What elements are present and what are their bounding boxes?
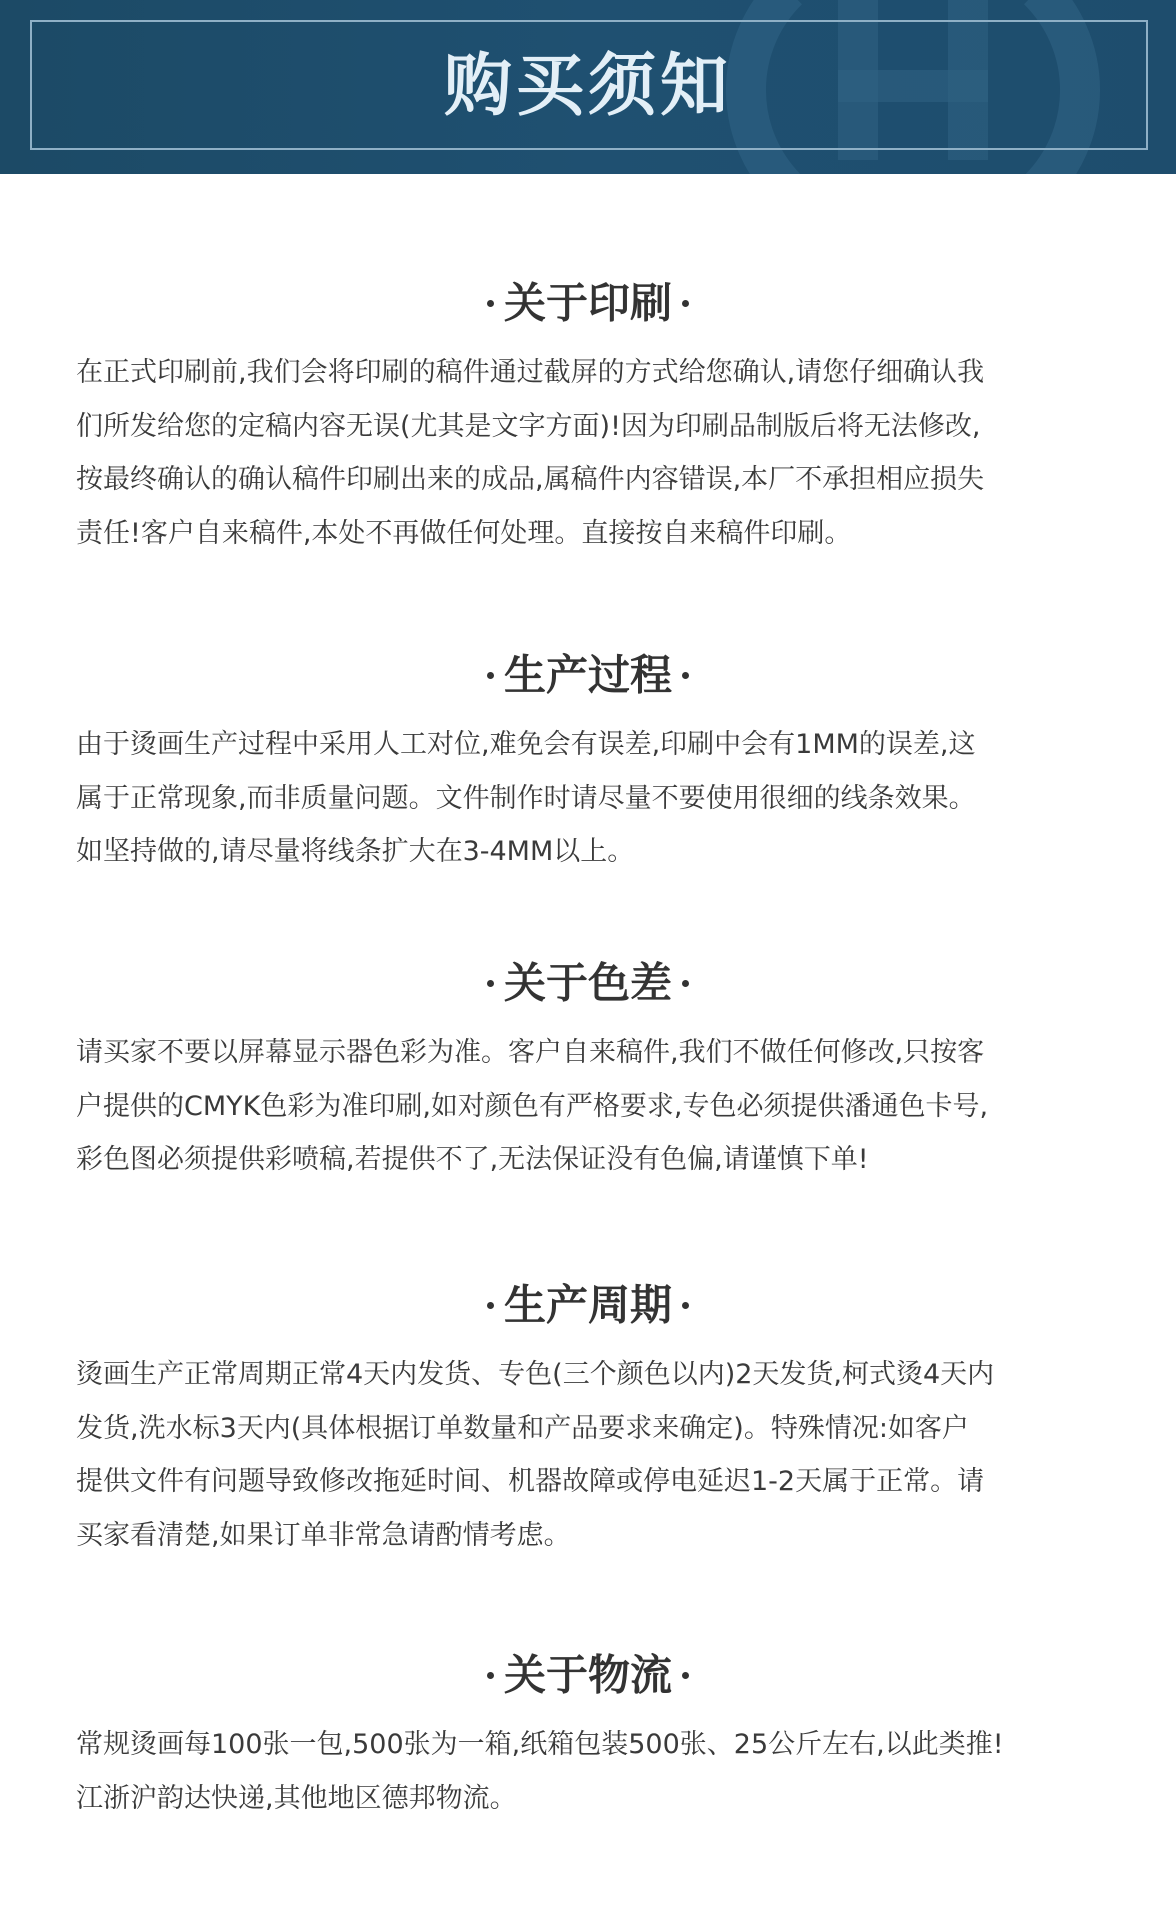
body-line: 属于正常现象,而非质量问题。文件制作时请尽量不要使用很细的线条效果。 [76,782,976,814]
header-banner [0,0,1176,174]
section-body [76,1026,1106,1187]
body-line: 提供文件有问题导致修改拖延时间、机器故障或停电延迟1-2天属于正常。请 [76,1466,985,1497]
section-body [76,1718,1106,1825]
page-title: 购买须知 [443,47,732,126]
body-line: 由于烫画生产过程中采用人工对位,难免会有误差,印刷中会有1MM的误差,这 [76,729,976,760]
bullet-dot [682,1672,689,1679]
body-line: 户提供的CMYK色彩为准印刷,如对颜色有严格要求,专色必须提供潘通色卡号, [76,1090,989,1122]
bullet-dot [682,672,689,679]
section-production-process [0,638,1176,867]
bullet-dot [487,1302,494,1309]
section-body [76,1348,1106,1562]
bullet-dot [487,1672,494,1679]
bullet-dot [682,1302,689,1309]
body-line: 买家看清楚,如果订单非常急请酌情考虑。 [76,1519,571,1551]
section-heading: 关于物流 [0,1638,1176,1708]
body-line: 彩色图必须提供彩喷稿,若提供不了,无法保证没有色偏,请谨慎下单! [76,1144,869,1175]
bullet-dot [487,300,494,307]
section-logistics [0,1638,1176,1814]
section-heading: 生产周期 [0,1268,1176,1338]
body-line: 江浙沪韵达快递,其他地区德邦物流。 [76,1782,517,1814]
section-printing [0,266,1176,549]
section-heading: 关于色差 [0,946,1176,1016]
body-line: 烫画生产正常周期正常4天内发货、专色(三个颜色以内)2天发货,柯式烫4天内 [76,1359,995,1390]
section-color-difference [0,946,1176,1175]
section-heading: 生产过程 [0,638,1176,708]
section-body [76,718,1106,879]
body-line: 们所发给您的定稿内容无误(尤其是文字方面)!因为印刷品制版后将无法修改, [76,410,981,442]
body-line: 请买家不要以屏幕显示器色彩为准。客户自来稿件,我们不做任何修改,只按客 [76,1037,985,1068]
section-production-cycle [0,1268,1176,1551]
bullet-dot [682,300,689,307]
section-heading: 关于印刷 [0,266,1176,336]
body-line: 在正式印刷前,我们会将印刷的稿件通过截屏的方式给您确认,请您仔细确认我 [76,357,985,388]
body-line: 发货,洗水标3天内(具体根据订单数量和产品要求来确定)。特殊情况:如客户 [76,1412,969,1444]
bullet-dot [487,672,494,679]
body-line: 责任!客户自来稿件,本处不再做任何处理。直接按自来稿件印刷。 [76,517,852,549]
body-line: 如坚持做的,请尽量将线条扩大在3-4MM以上。 [76,836,635,867]
section-body [76,346,1106,560]
body-line: 常规烫画每100张一包,500张为一箱,纸箱包装500张、25公斤左右,以此类推! [76,1729,1004,1760]
bullet-dot [682,980,689,987]
bullet-dot [487,980,494,987]
body-line: 按最终确认的确认稿件印刷出来的成品,属稿件内容错误,本厂不承担相应损失 [76,464,985,495]
